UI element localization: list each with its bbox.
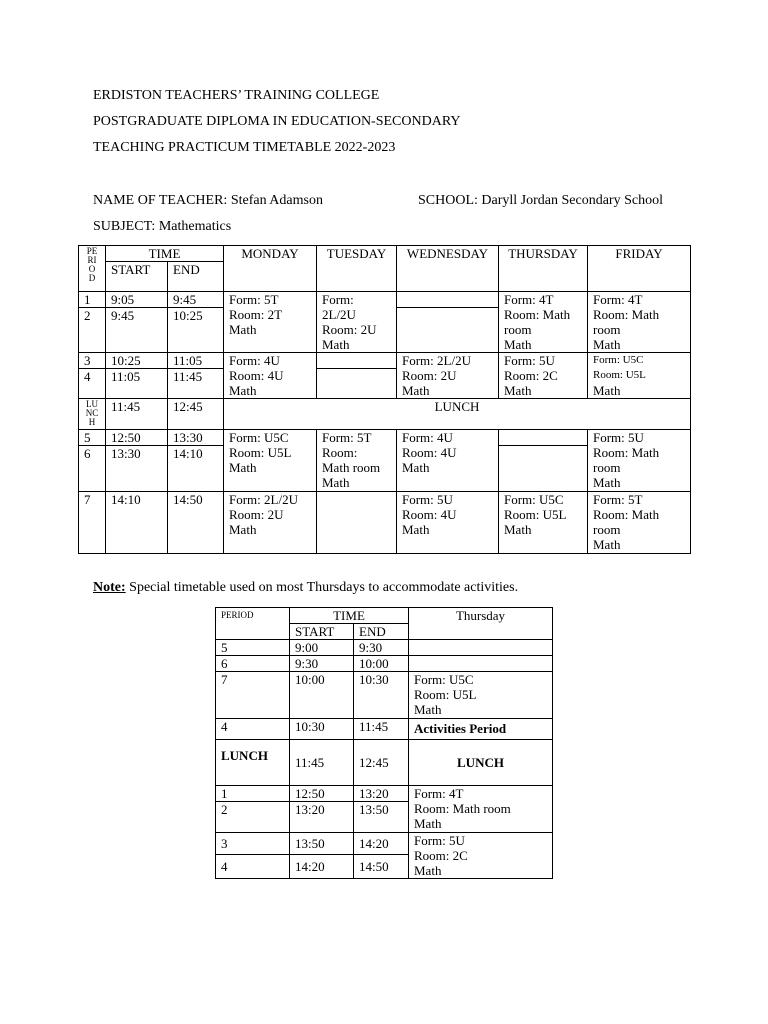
- period-cell: 5: [79, 430, 106, 446]
- note-label: Note:: [93, 580, 126, 595]
- day-header-monday: MONDAY: [224, 246, 317, 292]
- empty-cell: [499, 430, 588, 446]
- class-cell-tuesday: Form: 5T Room: Math room Math: [317, 430, 397, 492]
- empty-cell: [317, 369, 397, 399]
- day-header-friday: FRIDAY: [588, 246, 691, 292]
- end-header: END: [168, 262, 224, 292]
- period-cell: 1: [216, 786, 290, 802]
- start-cell: 12:50: [106, 430, 168, 446]
- class-cell-wednesday: Form: 2L/2U Room: 2U Math: [397, 353, 499, 399]
- subject-name: Mathematics: [158, 219, 232, 234]
- note-text: Special timetable used on most Thursdays to accommodate activities.: [125, 580, 519, 595]
- class-cell-friday: Form: 4T Room: Math room Math: [588, 292, 691, 353]
- class-cell-friday: Form: 5U Room: Math room Math: [588, 430, 691, 492]
- program-name: POSTGRADUATE DIPLOMA IN EDUCATION-SECONDARY: [93, 114, 461, 129]
- period-cell: 6: [79, 446, 106, 492]
- period-cell: 2: [216, 802, 290, 833]
- subject-line: [93, 219, 231, 235]
- class-cell-monday: Form: 4U Room: 4U Math: [224, 353, 317, 399]
- start-cell: 9:30: [290, 656, 354, 672]
- lunch-period-cell: LU NC H: [79, 399, 106, 430]
- period-cell: 1: [79, 292, 106, 308]
- table-row: [79, 353, 691, 369]
- end-cell: 12:45: [354, 740, 409, 786]
- period-cell: 3: [216, 833, 290, 855]
- end-cell: 13:50: [354, 802, 409, 833]
- class-cell-friday: Form: 5T Room: Math room Math: [588, 492, 691, 554]
- teacher-name: Stefan Adamson: [230, 193, 323, 208]
- start-cell: 10:25: [106, 353, 168, 369]
- end-cell: 9:30: [354, 640, 409, 656]
- lunch-cell: LUNCH: [409, 740, 553, 786]
- table-row: [216, 656, 553, 672]
- period-cell: 2: [79, 308, 106, 353]
- timetable-title: TEACHING PRACTICUM TIMETABLE 2022-2023: [93, 140, 396, 155]
- class-cell-thursday: Form: U5C Room: U5L Math: [499, 492, 588, 554]
- end-cell: 10:25: [168, 308, 224, 353]
- period-header: PE RI O D: [79, 246, 106, 292]
- table-row: [216, 833, 553, 855]
- class-cell: Form: 4T Room: Math room Math: [409, 786, 553, 833]
- class-cell-wednesday: Form: 4U Room: 4U Math: [397, 430, 499, 492]
- college-name: ERDISTON TEACHERS’ TRAINING COLLEGE: [93, 88, 380, 103]
- end-cell: 14:10: [168, 446, 224, 492]
- period-cell: 7: [216, 672, 290, 719]
- end-cell: 11:45: [354, 719, 409, 740]
- thursday-special-timetable: [215, 607, 553, 879]
- start-cell: 13:30: [106, 446, 168, 492]
- empty-cell: [317, 353, 397, 369]
- start-cell: 11:05: [106, 369, 168, 399]
- end-cell: 11:05: [168, 353, 224, 369]
- note-line: [93, 580, 518, 596]
- school-name: Daryll Jordan Secondary School: [481, 193, 663, 208]
- start-header: START: [290, 624, 354, 640]
- end-cell: 14:20: [354, 833, 409, 855]
- period-cell: 4: [216, 719, 290, 740]
- end-header: END: [354, 624, 409, 640]
- table-row: [216, 719, 553, 740]
- start-cell: 11:45: [290, 740, 354, 786]
- end-cell: 13:30: [168, 430, 224, 446]
- period-header: PERIOD: [216, 608, 290, 640]
- period-cell: 7: [79, 492, 106, 554]
- start-cell: 13:50: [290, 833, 354, 855]
- start-cell: 13:20: [290, 802, 354, 833]
- end-cell: 13:20: [354, 786, 409, 802]
- start-cell: 12:50: [290, 786, 354, 802]
- time-header: TIME: [290, 608, 409, 624]
- start-header: START: [106, 262, 168, 292]
- activities-period-cell: Activities Period: [409, 719, 553, 740]
- period-cell: 5: [216, 640, 290, 656]
- start-cell: 9:00: [290, 640, 354, 656]
- end-cell: 12:45: [168, 399, 224, 430]
- lunch-period-cell: LUNCH: [216, 740, 290, 786]
- school-line: [418, 193, 663, 209]
- end-cell: 11:45: [168, 369, 224, 399]
- empty-cell: [409, 640, 553, 656]
- class-cell: Form: 5U Room: 2C Math: [409, 833, 553, 879]
- class-cell-tuesday: Form: 2L/2U Room: 2U Math: [317, 292, 397, 353]
- class-cell: Form: U5C Room: U5L Math: [409, 672, 553, 719]
- day-header-thursday: Thursday: [409, 608, 553, 640]
- end-cell: 10:00: [354, 656, 409, 672]
- table-row: [79, 292, 691, 308]
- period-cell: 4: [216, 855, 290, 879]
- empty-cell: [317, 492, 397, 554]
- table-row: [79, 430, 691, 446]
- empty-cell: [409, 656, 553, 672]
- period-cell: 3: [79, 353, 106, 369]
- start-cell: 10:00: [290, 672, 354, 719]
- class-cell-wednesday: Form: 5U Room: 4U Math: [397, 492, 499, 554]
- table-row-lunch: [79, 399, 691, 430]
- table-row: [216, 786, 553, 802]
- start-cell: 10:30: [290, 719, 354, 740]
- period-cell: 4: [79, 369, 106, 399]
- period-cell: 6: [216, 656, 290, 672]
- class-cell-monday: Form: 2L/2U Room: 2U Math: [224, 492, 317, 554]
- end-cell: 14:50: [354, 855, 409, 879]
- teacher-line: [93, 193, 323, 209]
- class-cell-monday: Form: U5C Room: U5L Math: [224, 430, 317, 492]
- start-cell: 11:45: [106, 399, 168, 430]
- end-cell: 10:30: [354, 672, 409, 719]
- class-cell-thursday: Form: 5U Room: 2C Math: [499, 353, 588, 399]
- teacher-label: NAME OF TEACHER:: [93, 193, 228, 208]
- empty-cell: [397, 308, 499, 353]
- day-header-tuesday: TUESDAY: [317, 246, 397, 292]
- empty-cell: [397, 292, 499, 308]
- table-row: [79, 492, 691, 554]
- weekly-timetable: [78, 245, 691, 554]
- class-cell-thursday: Form: 4T Room: Math room Math: [499, 292, 588, 353]
- start-cell: 14:10: [106, 492, 168, 554]
- table-row-lunch: [216, 740, 553, 786]
- day-header-thursday: THURSDAY: [499, 246, 588, 292]
- subject-label: SUBJECT:: [93, 219, 156, 234]
- time-header: TIME: [106, 246, 224, 262]
- start-cell: 9:45: [106, 308, 168, 353]
- lunch-banner: LUNCH: [224, 399, 691, 430]
- table-row: [216, 640, 553, 656]
- empty-cell: [499, 446, 588, 492]
- school-label: SCHOOL:: [418, 193, 478, 208]
- class-cell-friday: Form: U5C Room: U5L Math: [588, 353, 691, 399]
- table-row: [216, 672, 553, 719]
- end-cell: 9:45: [168, 292, 224, 308]
- start-cell: 9:05: [106, 292, 168, 308]
- end-cell: 14:50: [168, 492, 224, 554]
- day-header-wednesday: WEDNESDAY: [397, 246, 499, 292]
- class-cell-monday: Form: 5T Room: 2T Math: [224, 292, 317, 353]
- start-cell: 14:20: [290, 855, 354, 879]
